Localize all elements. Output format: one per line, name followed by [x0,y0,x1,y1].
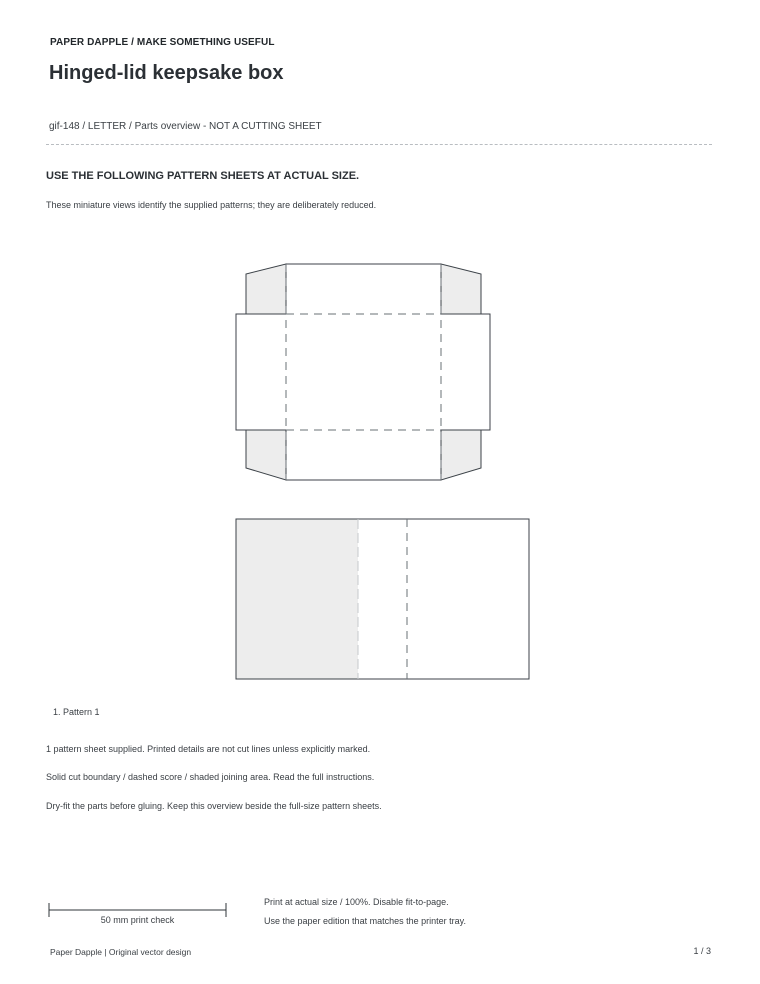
brand-line: PAPER DAPPLE / MAKE SOMETHING USEFUL [50,37,275,48]
glue-flap-top-right [441,264,481,314]
box-base-net [236,264,490,480]
glue-flap-top-left [246,264,286,314]
print-note-size: Print at actual size / 100%. Disable fit-to-page. [264,897,449,907]
footer-credit: Paper Dapple | Original vector design [50,947,192,957]
intro-text: These miniature views identify the supplied patterns; they are deliberately reduced. [46,200,377,210]
note-legend: Solid cut boundary / dashed score / shaded joining area. Read the full instructions. [46,772,375,782]
scale-bar-label: 50 mm print check [100,915,175,925]
glue-flap-bottom-left [246,430,286,480]
lid-glue-area [236,519,358,679]
note-dry-fit: Dry-fit the parts before gluing. Keep this overview beside the full-size pattern sheets. [46,801,382,811]
glue-flap-bottom-right [441,430,481,480]
page-number: 1 / 3 [693,946,711,956]
note-supplied: 1 pattern sheet supplied. Printed details are not cut lines unless explicitly marked. [46,744,371,754]
page-title: Hinged-lid keepsake box [49,62,284,84]
document-meta: gif-148 / LETTER / Parts overview - NOT A CUTTING SHEET [49,121,322,132]
print-note-paper: Use the paper edition that matches the printer tray. [264,916,466,926]
lid-piece [236,519,529,679]
section-heading: USE THE FOLLOWING PATTERN SHEETS AT ACTUAL SIZE. [46,170,360,182]
pattern-caption: 1. Pattern 1 [53,707,100,717]
